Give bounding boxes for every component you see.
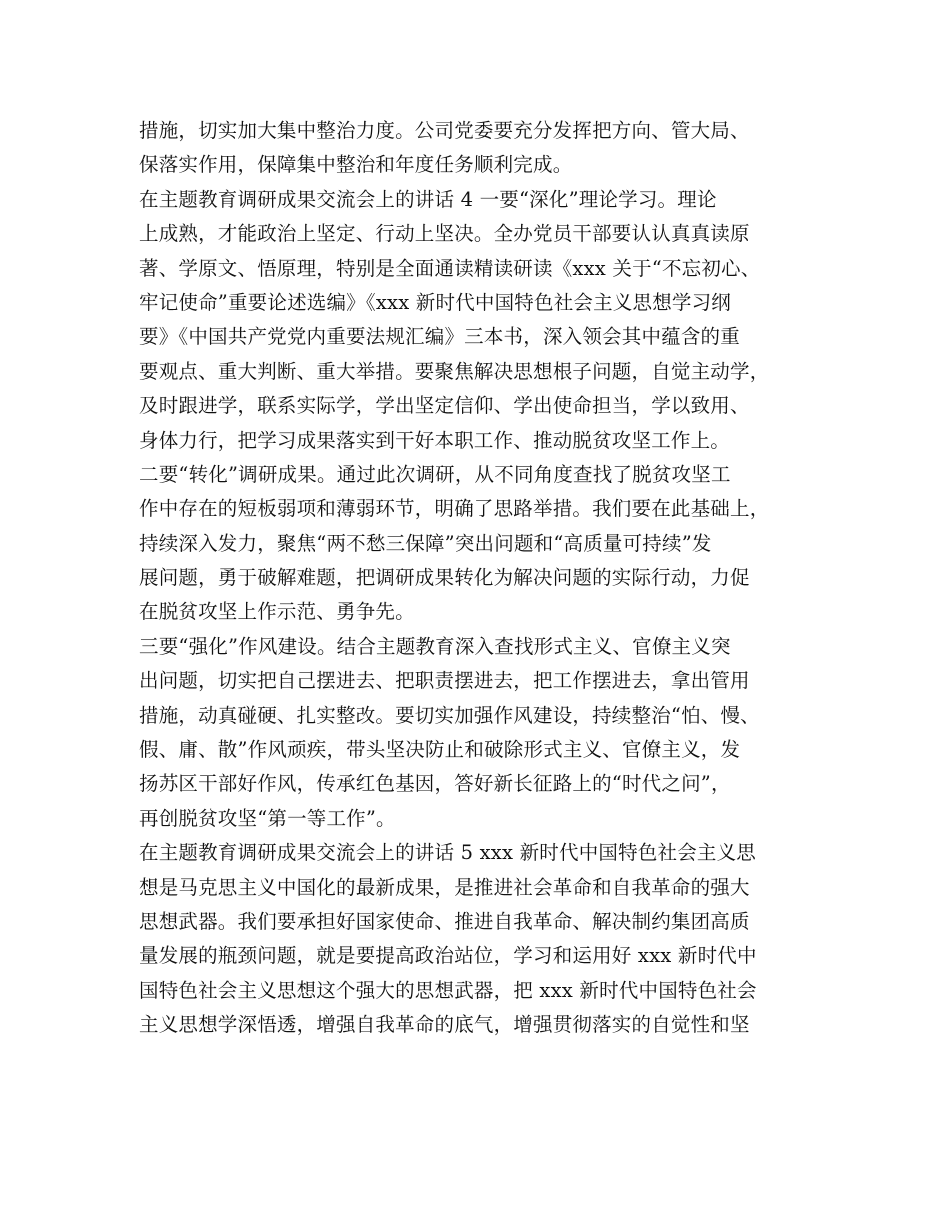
- text-line: 上成熟，才能政治上坚定、行动上坚决。全办党员干部要认认真真读原: [139, 222, 750, 246]
- text-line: 要观点、重大判断、重大举措。要聚焦解决思想根子问题，自觉主动学，: [139, 359, 770, 383]
- text-line: 身体力行，把学习成果落实到干好本职工作、推动脱贫攻坚工作上。: [139, 428, 731, 452]
- text-line: 展问题，勇于破解难题，把调研成果转化为解决问题的实际行动，力促: [139, 566, 750, 590]
- text-line: 出问题，切实把自己摆进去、把职责摆进去，把工作摆进去，拿出管用: [139, 669, 750, 693]
- text-line: 扬苏区干部好作风，传承红色基因，答好新长征路上的“时代之问”，: [139, 772, 731, 796]
- text-line: 措施，切实加大集中整治力度。公司党委要充分发挥把方向、管大局、: [139, 119, 750, 142]
- text-line: 在主题教育调研成果交流会上的讲话 4 一要“深化”理论学习。理论: [139, 187, 717, 211]
- text-line: 著、学原文、悟原理，特别是全面通读精读研读《xxx 关于“不忘初心、: [139, 256, 761, 280]
- text-line: 在脱贫攻坚上作示范、勇争先。: [139, 600, 415, 624]
- text-line: 思想武器。我们要承担好国家使命、推进自我革命、解决制约集团高质: [139, 909, 750, 933]
- document-body: [139, 114, 819, 1043]
- text-line: 假、庸、散”作风顽疾，带头坚决防止和破除形式主义、官僚主义，发: [139, 738, 741, 762]
- text-line: 量发展的瓶颈问题，就是要提高政治站位，学习和运用好 xxx 新时代中: [139, 944, 757, 968]
- text-line: 牢记使命”重要论述选编》《xxx 新时代中国特色社会主义思想学习纲: [139, 290, 732, 314]
- text-line: 保落实作用，保障集中整治和年度任务顺利完成。: [139, 153, 573, 177]
- text-line: 在主题教育调研成果交流会上的讲话 5 xxx 新时代中国特色社会主义思: [139, 841, 756, 865]
- text-line: 主义思想学深悟透，增强自我革命的底气，增强贯彻落实的自觉性和坚: [139, 1013, 750, 1037]
- text-line: 及时跟进学，联系实际学，学出坚定信仰、学出使命担当，学以致用、: [139, 394, 750, 418]
- text-line: 国特色社会主义思想这个强大的思想武器，把 xxx 新时代中国特色社会: [139, 978, 757, 1002]
- text-line: 三要“强化”作风建设。结合主题教育深入查找形式主义、官僚主义突: [139, 634, 731, 658]
- text-line: 想是马克思主义中国化的最新成果，是推进社会革命和自我革命的强大: [139, 875, 750, 899]
- text-line: 作中存在的短板弱项和薄弱环节，明确了思路举措。我们要在此基础上，: [139, 497, 770, 521]
- text-line: 要》《中国共产党党内重要法规汇编》三本书，深入领会其中蕴含的重: [139, 325, 740, 349]
- text-line: 持续深入发力，聚焦“两不愁三保障”突出问题和“高质量可持续”发: [139, 531, 712, 555]
- text-line: 二要“转化”调研成果。通过此次调研，从不同角度查找了脱贫攻坚工: [139, 462, 731, 486]
- text-line: 再创脱贫攻坚“第一等工作”。: [139, 806, 396, 830]
- text-line: 措施，动真碰硬、扎实整改。要切实加强作风建设，持续整治“怕、慢、: [139, 703, 760, 727]
